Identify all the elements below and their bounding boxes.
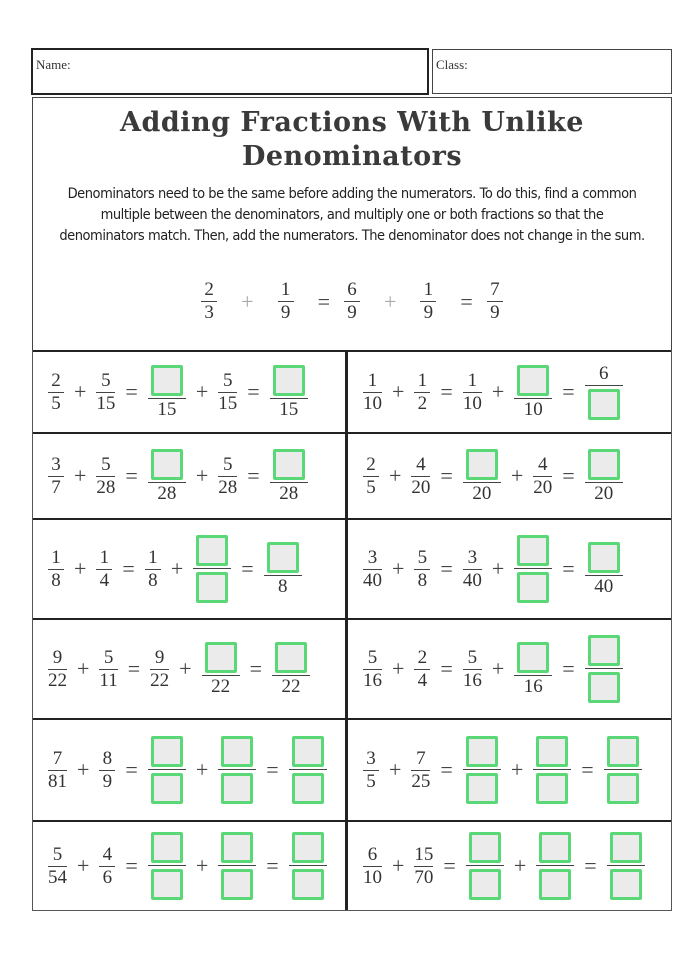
equals-sign: = xyxy=(440,757,453,782)
answer-box-numerator[interactable] xyxy=(273,365,305,396)
fraction-b: $\frac{5}{11}$ xyxy=(99,646,118,691)
fraction-a: $\frac{5}{16}$ xyxy=(363,646,382,691)
answer-box-denominator[interactable] xyxy=(588,672,620,703)
plus-sign: + xyxy=(510,757,524,782)
fraction-e: 40 xyxy=(585,542,623,597)
equals-sign: = xyxy=(249,656,262,681)
plus-sign: + xyxy=(74,463,87,488)
equals-sign: = xyxy=(266,853,279,878)
fraction-a: $\frac{3}{5}$ xyxy=(363,749,379,792)
equals-sign: = xyxy=(241,556,254,581)
column-divider xyxy=(345,350,348,910)
grid-divider xyxy=(32,910,672,911)
fraction-b: $\frac{5}{15}$ xyxy=(96,369,116,414)
fraction-a: $\frac{1}{8}$ xyxy=(48,548,64,591)
answer-box-numerator[interactable] xyxy=(466,449,498,480)
fraction-d xyxy=(193,535,231,603)
plus-sign: + xyxy=(389,757,402,782)
problem-12 xyxy=(349,822,670,910)
fraction-e xyxy=(289,832,327,900)
name-field[interactable] xyxy=(31,48,429,95)
plus-sign: + xyxy=(392,656,405,681)
fraction-c xyxy=(463,736,501,804)
answer-box-numerator[interactable] xyxy=(292,736,324,767)
fraction-e xyxy=(289,736,327,804)
equals-sign: = xyxy=(562,556,575,581)
fraction-e: 15 xyxy=(270,365,308,420)
equals-sign: = xyxy=(125,463,138,488)
equals-sign: = xyxy=(443,853,456,878)
answer-box-denominator[interactable] xyxy=(607,773,639,804)
fraction-d: 22 xyxy=(202,642,240,697)
plus-sign: + xyxy=(77,757,90,782)
answer-box-numerator[interactable] xyxy=(517,365,549,396)
equals-sign: = xyxy=(460,288,473,314)
fraction-d xyxy=(514,535,552,603)
plus-sign: + xyxy=(392,853,405,878)
title-line-1: Adding Fractions With Unlike xyxy=(120,107,584,138)
fraction-b: $\frac{15}{70}$ xyxy=(414,843,434,888)
problem-2 xyxy=(349,352,670,432)
problem-9 xyxy=(34,720,343,820)
fraction-a: $\frac{2}{5}$ xyxy=(48,371,64,414)
answer-box-denominator[interactable] xyxy=(151,773,183,804)
example-fraction-c: $\frac{6}{9}$ xyxy=(344,280,360,323)
fraction-a: $\frac{1}{10}$ xyxy=(363,369,382,414)
answer-box-numerator[interactable] xyxy=(151,449,183,480)
fraction-a: $\frac{3}{7}$ xyxy=(48,455,64,498)
fraction-b: $\frac{4}{6}$ xyxy=(99,845,115,888)
equals-sign: = xyxy=(127,656,141,681)
class-field[interactable] xyxy=(432,49,672,94)
worked-example xyxy=(33,280,671,323)
plus-sign: + xyxy=(195,757,209,782)
plus-sign: + xyxy=(510,463,524,488)
answer-box-denominator[interactable] xyxy=(517,572,549,603)
fraction-b: $\frac{1}{2}$ xyxy=(414,371,430,414)
fraction-c xyxy=(148,736,186,804)
answer-box-numerator[interactable] xyxy=(469,832,501,863)
fraction-b: $\frac{4}{20}$ xyxy=(411,453,431,498)
answer-box-denominator[interactable] xyxy=(221,773,253,804)
equals-sign: = xyxy=(247,463,260,488)
fraction-b: $\frac{5}{28}$ xyxy=(96,453,116,498)
equals-sign: = xyxy=(317,288,330,314)
equals-sign: = xyxy=(440,656,453,681)
answer-box-denominator[interactable] xyxy=(466,773,498,804)
answer-box-denominator[interactable] xyxy=(221,869,253,900)
grid-border xyxy=(671,350,672,911)
equals-sign: = xyxy=(125,757,138,782)
fraction-a: $\frac{5}{54}$ xyxy=(48,843,67,888)
equals-sign: = xyxy=(562,379,575,404)
answer-box-numerator[interactable] xyxy=(588,449,620,480)
problem-grid xyxy=(32,350,672,912)
fraction-a: $\frac{6}{10}$ xyxy=(363,843,382,888)
fraction-d: 10 xyxy=(514,365,552,420)
answer-box-numerator[interactable] xyxy=(221,736,253,767)
problem-4 xyxy=(349,434,670,518)
answer-box-numerator[interactable] xyxy=(267,542,299,573)
plus-sign: + xyxy=(491,556,505,581)
fraction-c: 28 xyxy=(148,449,186,504)
plus-sign: + xyxy=(74,379,87,404)
plus-sign: + xyxy=(513,853,527,878)
fraction-b: $\frac{2}{4}$ xyxy=(414,648,430,691)
fraction-d xyxy=(218,736,256,804)
answer-box-numerator[interactable] xyxy=(221,832,253,863)
equals-sign: = xyxy=(125,853,138,878)
equals-sign: = xyxy=(581,757,594,782)
answer-box-denominator[interactable] xyxy=(292,869,324,900)
equals-sign: = xyxy=(247,379,260,404)
equals-sign: = xyxy=(440,379,453,404)
example-fraction-b: $\frac{1}{9}$ xyxy=(278,280,294,323)
instructions: Denominators need to be the same before adding the numerators. To do this, find a common multiple between the denominators, and multiply one or both fractions so that the denominators match. Then, add the numerators. The denominator does not change in the sum. xyxy=(59,186,645,244)
fraction-e: 20 xyxy=(585,449,623,504)
fraction-d xyxy=(536,832,574,900)
problem-10 xyxy=(349,720,670,820)
problem-1 xyxy=(34,352,343,432)
plus-sign: + xyxy=(241,288,254,314)
plus-sign: + xyxy=(491,379,505,404)
fraction-d: $\frac{5}{15}$ xyxy=(218,369,238,414)
fraction-b: $\frac{8}{9}$ xyxy=(99,749,115,792)
equals-sign: = xyxy=(562,463,575,488)
problem-6 xyxy=(349,520,670,618)
fraction-e: 8 xyxy=(264,542,302,597)
answer-box-denominator[interactable] xyxy=(292,773,324,804)
name-label: Name: xyxy=(36,57,71,72)
fraction-b: $\frac{7}{25}$ xyxy=(411,747,431,792)
plus-sign: + xyxy=(195,853,209,878)
plus-sign: + xyxy=(389,463,402,488)
fraction-c: 15 xyxy=(148,365,186,420)
answer-box-denominator[interactable] xyxy=(151,869,183,900)
equals-sign: = xyxy=(584,853,597,878)
fraction-e: 22 xyxy=(272,642,310,697)
plus-sign: + xyxy=(74,556,87,581)
equals-sign: = xyxy=(122,556,135,581)
fraction-d xyxy=(218,832,256,900)
problem-3 xyxy=(34,434,343,518)
answer-box-numerator[interactable] xyxy=(607,736,639,767)
answer-box-numerator[interactable] xyxy=(151,365,183,396)
equals-sign: = xyxy=(125,379,138,404)
plus-sign: + xyxy=(392,556,405,581)
example-fraction-e: $\frac{7}{9}$ xyxy=(487,280,503,323)
title-line-2: Denominators xyxy=(241,141,463,172)
plus-sign: + xyxy=(491,656,505,681)
fraction-b: $\frac{1}{4}$ xyxy=(96,548,112,591)
answer-box-numerator[interactable] xyxy=(151,832,183,863)
class-label: Class: xyxy=(436,57,468,72)
fraction-c: 20 xyxy=(463,449,501,504)
answer-box-numerator[interactable] xyxy=(517,642,549,673)
plus-sign: + xyxy=(384,288,397,314)
fraction-c: $\frac{5}{16}$ xyxy=(462,646,482,691)
answer-box-numerator[interactable] xyxy=(517,535,549,566)
equals-sign: = xyxy=(440,463,453,488)
fraction-b: $\frac{5}{8}$ xyxy=(414,548,430,591)
equals-sign: = xyxy=(266,757,279,782)
fraction-c xyxy=(466,832,504,900)
example-fraction-d: $\frac{1}{9}$ xyxy=(420,280,436,323)
plus-sign: + xyxy=(392,379,405,404)
example-fraction-a: $\frac{2}{3}$ xyxy=(201,280,217,323)
fraction-c: $\frac{9}{22}$ xyxy=(150,646,170,691)
plus-sign: + xyxy=(179,656,192,681)
plus-sign: + xyxy=(77,656,90,681)
answer-box-numerator[interactable] xyxy=(536,736,568,767)
answer-box-numerator[interactable] xyxy=(610,832,642,863)
answer-box-numerator[interactable] xyxy=(196,535,228,566)
problem-5 xyxy=(34,520,343,618)
answer-box-denominator[interactable] xyxy=(469,869,501,900)
fraction-a: $\frac{9}{22}$ xyxy=(48,646,67,691)
answer-box-numerator[interactable] xyxy=(588,635,620,666)
answer-box-numerator[interactable] xyxy=(151,736,183,767)
plus-sign: + xyxy=(195,463,209,488)
fraction-c: $\frac{3}{40}$ xyxy=(462,546,482,591)
equals-sign: = xyxy=(440,556,453,581)
answer-box-denominator[interactable] xyxy=(610,869,642,900)
answer-box-denominator[interactable] xyxy=(196,572,228,603)
answer-box-numerator[interactable] xyxy=(205,642,237,673)
fraction-d: $\frac{4}{20}$ xyxy=(533,453,553,498)
problem-8 xyxy=(349,620,670,718)
answer-box-denominator[interactable] xyxy=(536,773,568,804)
page-title xyxy=(33,106,671,174)
answer-box-numerator[interactable] xyxy=(588,542,620,573)
fraction-c: $\frac{1}{10}$ xyxy=(462,369,482,414)
answer-box-numerator[interactable] xyxy=(539,832,571,863)
fraction-d: 16 xyxy=(514,642,552,697)
answer-box-denominator[interactable] xyxy=(588,389,620,420)
fraction-d xyxy=(533,736,571,804)
answer-box-numerator[interactable] xyxy=(292,832,324,863)
fraction-a: $\frac{3}{40}$ xyxy=(363,546,382,591)
fraction-e xyxy=(604,736,642,804)
equals-sign: = xyxy=(562,656,575,681)
plus-sign: + xyxy=(195,379,209,404)
fraction-c: $\frac{1}{8}$ xyxy=(145,548,161,591)
fraction-e: 6 xyxy=(585,364,623,420)
fraction-e: 28 xyxy=(270,449,308,504)
fraction-e xyxy=(585,635,623,703)
grid-border xyxy=(32,350,33,911)
answer-box-numerator[interactable] xyxy=(275,642,307,673)
fraction-a: $\frac{7}{81}$ xyxy=(48,747,67,792)
fraction-c xyxy=(148,832,186,900)
fraction-e xyxy=(607,832,645,900)
title-panel xyxy=(32,97,672,352)
answer-box-numerator[interactable] xyxy=(466,736,498,767)
answer-box-numerator[interactable] xyxy=(273,449,305,480)
answer-box-denominator[interactable] xyxy=(539,869,571,900)
fraction-d: $\frac{5}{28}$ xyxy=(218,453,238,498)
problem-7 xyxy=(34,620,343,718)
problem-11 xyxy=(34,822,343,910)
plus-sign: + xyxy=(77,853,90,878)
plus-sign: + xyxy=(170,556,184,581)
fraction-a: $\frac{2}{5}$ xyxy=(363,455,379,498)
